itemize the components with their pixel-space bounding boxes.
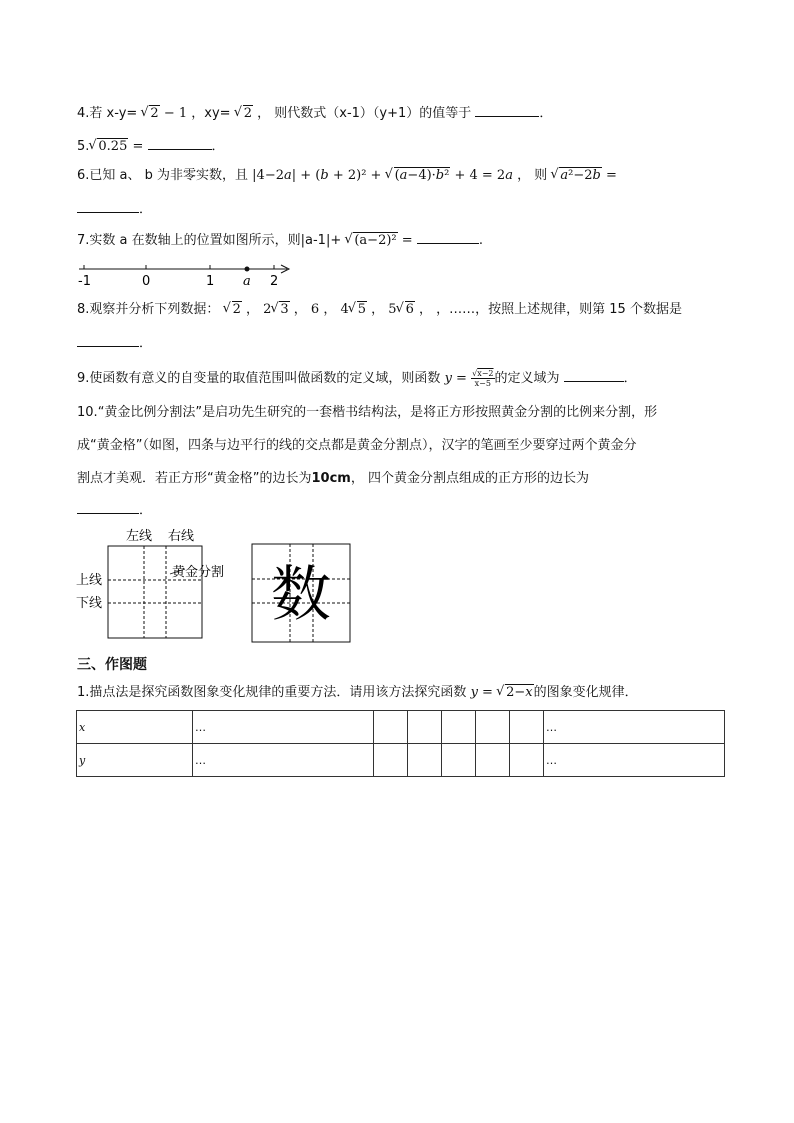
d1-text-tail: 的图象变化规律． — [533, 685, 638, 700]
q7-tail: . — [478, 233, 483, 248]
q10-tail: ． — [139, 503, 153, 518]
section-title: 三、作图题 — [77, 657, 147, 673]
answer-blank[interactable] — [475, 103, 539, 117]
question-6-answer — [77, 199, 152, 219]
q4-expr-xy: √ 2 — [235, 106, 253, 121]
question-7 — [77, 230, 483, 250]
table-cell[interactable] — [408, 744, 442, 777]
q10-line-3 — [77, 462, 727, 495]
question-4 — [77, 103, 552, 123]
tick-label: 2 — [270, 274, 279, 289]
row-label-x: x — [77, 711, 193, 744]
table-row — [77, 711, 725, 744]
answer-blank[interactable] — [77, 199, 139, 213]
q6-target-expr: √ a²−2b = — [551, 168, 617, 183]
q6-text-mid: ， 则 — [517, 168, 548, 183]
q8-text-mid: ，……，按照上述规律，则第 15 个数据是 — [436, 302, 682, 317]
table-cell[interactable] — [476, 744, 510, 777]
tick-label: 1 — [206, 274, 215, 289]
question-8-answer — [77, 333, 152, 353]
tick-label: 0 — [142, 274, 151, 289]
golden-point-label: 黄金分割 — [172, 565, 225, 580]
table-cell[interactable] — [442, 744, 476, 777]
left-line-label: 左线 — [126, 529, 153, 544]
question-number: 6. — [77, 168, 90, 183]
golden-grid-square — [108, 546, 202, 638]
table-cell[interactable] — [374, 744, 408, 777]
answer-blank[interactable] — [417, 230, 479, 244]
q5-tail: ． — [211, 139, 225, 154]
question-number: 1. — [77, 685, 90, 700]
question-6 — [77, 167, 617, 185]
q9-text-mid: 的定义域为 — [494, 371, 560, 386]
question-number: 4. — [77, 106, 90, 121]
q10-line-2: 成“黄金格”（如图，四条与边平行的线的交点都是黄金分割点），汉字的笔画至少要穿过两个黄金分 — [77, 438, 637, 453]
q9-function: y = $\frac{√x-2}{x-5}$ — [444, 369, 494, 388]
q7-text-lead: 实数 a 在数轴上的位置如图所示，则|a-1|+ — [89, 233, 342, 248]
table-cell[interactable] — [442, 711, 476, 744]
point-a — [245, 267, 250, 272]
table-cell[interactable] — [374, 711, 408, 744]
sample-character: 数 — [271, 560, 331, 630]
row-label-y: y — [77, 744, 193, 777]
q4-tail: ． — [539, 106, 553, 121]
question-10 — [77, 396, 727, 495]
q8-sequence: √ 2 ， 2√ 3 ， 6 ， 4√ 5 ， 5√ 6 ， — [224, 302, 432, 317]
q5-expr: √ 0.25 = — [89, 139, 143, 154]
question-number: 5. — [77, 139, 90, 154]
lower-line-label: 下线 — [76, 596, 103, 611]
point-a-label: a — [243, 274, 251, 289]
d1-function: y = √ 2−x — [471, 685, 534, 700]
q7-expr: √ (a−2)² = — [345, 233, 412, 248]
answer-blank[interactable] — [77, 333, 139, 347]
question-number: 10. — [77, 405, 98, 420]
table-cell[interactable]: … — [193, 711, 374, 744]
q4-text-after: ， 则代数式（x-1）（y+1）的值等于 — [257, 106, 472, 121]
table-cell[interactable] — [510, 711, 544, 744]
number-line — [74, 258, 299, 290]
golden-grid-figure — [74, 524, 364, 648]
q4-text-mid: ，xy= — [191, 106, 231, 121]
right-line-label: 右线 — [168, 529, 195, 544]
answer-blank[interactable] — [564, 368, 624, 382]
table-cell[interactable] — [476, 711, 510, 744]
q4-text-lead: 若 x-y= — [89, 106, 138, 121]
q9-text-lead: 使函数有意义的自变量的取值范围叫做函数的定义域，则函数 — [89, 371, 441, 386]
answer-blank[interactable] — [148, 136, 212, 150]
question-number: 8. — [77, 302, 90, 317]
q10-text: ， 四个黄金分割点组成的正方形的边长为 — [350, 471, 589, 486]
question-9 — [77, 368, 637, 388]
tick-label: -1 — [78, 274, 91, 289]
table-row — [77, 744, 725, 777]
q8-tail: ． — [139, 336, 153, 351]
q10-line-1 — [77, 396, 727, 429]
q4-expr-x-minus-y: √ 2 − 1 — [141, 106, 187, 121]
question-10-answer — [77, 500, 152, 520]
answer-blank[interactable] — [77, 500, 139, 514]
question-number: 7. — [77, 233, 90, 248]
q10-text: 割点才美观．若正方形“黄金格”的边长为 — [77, 471, 312, 486]
table-cell[interactable]: … — [544, 744, 725, 777]
q10-text: “黄金比例分割法”是启功先生研究的一套楷书结构法，是将正方形按照黄金分割的比例来分割，形 — [97, 405, 658, 420]
value-table — [76, 710, 725, 777]
q8-text-lead: 观察并分析下列数据： — [89, 302, 220, 317]
q10-side-length: 10cm — [311, 471, 351, 486]
table-cell[interactable] — [408, 711, 442, 744]
q9-tail: ． — [623, 371, 637, 386]
q6-text-lead: 已知 a、 b 为非零实数，且 — [89, 168, 249, 183]
question-number: 9. — [77, 371, 90, 386]
question-8 — [77, 301, 682, 319]
q6-equation: |4−2a| + (b + 2)² + √ (a−4)·b² + 4 = 2a — [252, 168, 513, 183]
drawing-question-1 — [77, 684, 638, 702]
table-cell[interactable]: … — [193, 744, 374, 777]
d1-text-lead: 描点法是探究函数图象变化规律的重要方法．请用该方法探究函数 — [89, 685, 467, 700]
table-cell[interactable] — [510, 744, 544, 777]
upper-line-label: 上线 — [76, 573, 103, 588]
q6-tail: ． — [139, 202, 153, 217]
question-5 — [77, 136, 225, 156]
table-cell[interactable]: … — [544, 711, 725, 744]
